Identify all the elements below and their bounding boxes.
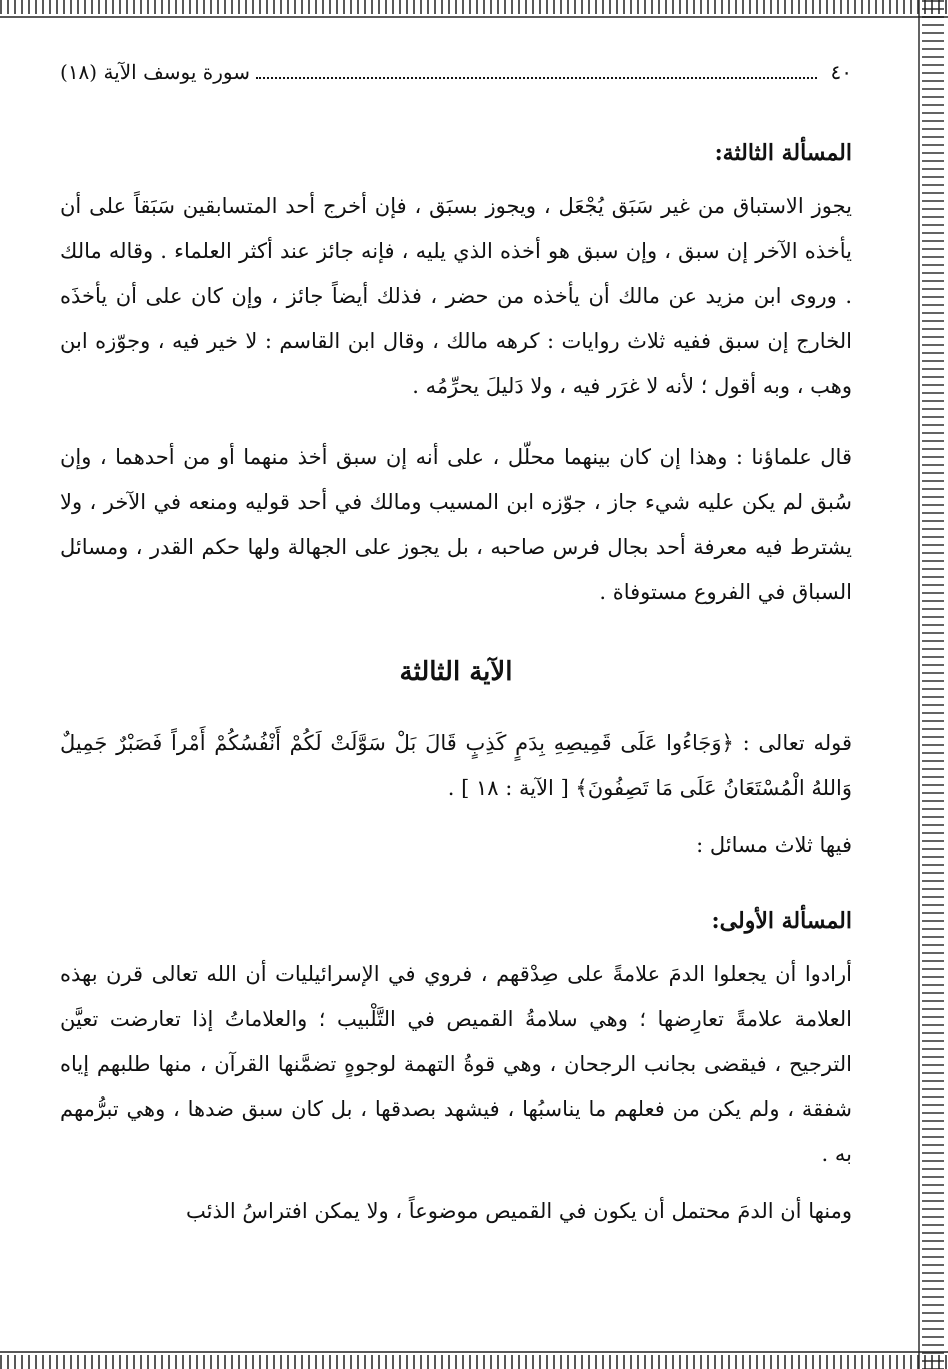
paragraph: ومنها أن الدمَ محتمل أن يكون في القميص موضوعاً ، ولا يمكن افتراسُ الذئب <box>185 1199 852 1223</box>
paragraph: يجوز الاستباق من غير سَبَق يُجْعَل ، ويجوز بسبَق ، فإن أخرج أحد المتسابقين سَبَقاً على أن يأخذه الآخر إن سبق ، وإن سبق هو أخذه الذي يليه ، فإنه جائز عند أكثر العلماء . وقاله مالك . وروى ابن مزيد عن مالك أن يأخذه من حضر ، فذلك أيضاً جائز ، وإن كان على أن يأخذَه الخارج إن سبق ففيه ثلاث روايات : كرهه مالك ، وقال ابن القاسم : لا خير فيه ، وجوّزه ابن وهب ، وبه أقول ؛ لأنه لا غرَر فيه ، ولا دَليلَ يحرِّمُه . <box>60 194 852 398</box>
page-content <box>60 60 852 1234</box>
paragraph: فيها ثلاث مسائل : <box>696 833 852 857</box>
running-header <box>60 60 852 100</box>
top-decorative-border <box>0 0 948 14</box>
paragraph: قال علماؤنا : وهذا إن كان بينهما محلّل ، على أنه إن سبق أخذ منهما أو من أحدهما ، وإن سُبق لم يكن عليه شيء جاز ، جوّزه ابن المسيب ومالك في أحد قوليه ومنعه في الآخر ، ولا يشترط فيه معرفة أحد بجال فرس صاحبه ، بل يجوز على الجهالة ولها حكم القدر ، ومسائل السباق في الفروع مستوفاة . <box>60 445 852 604</box>
ayah-heading: الآية الثالثة <box>399 657 513 687</box>
bottom-decorative-border <box>0 1355 948 1369</box>
paragraph: أرادوا أن يجعلوا الدمَ علامةً على صِدْقهم ، فروي في الإسرائيليات أن الله تعالى قرن بهذه العلامة علامةً تعارِضها ؛ وهي سلامةُ القميص في التَّلْبيب ؛ والعلاماتُ إذا تعارضت تعيَّن الترجيح ، فيقضى بجانب الرجحان ، وهي قوةُ التهمة لوجوهٍ تضمَّنها القرآن ، منها طلبهم إياه شفقة ، ولم يكن من فعلهم ما يناسبُها ، فيشهد بصدقها ، بل كان سبق ضدها ، وهي تبرُّمهم به . <box>60 962 852 1166</box>
page-number: ٤٠ <box>830 60 852 84</box>
right-decorative-border <box>922 0 944 1369</box>
quran-verse-paragraph: قوله تعالى : ﴿وَجَاءُوا عَلَى قَمِيصِهِ بِدَمٍ كَذِبٍ قَالَ بَلْ سَوَّلَتْ لَكُمْ أَنْفُسُكُمْ أَمْراً فَصَبْرٌ جَمِيلٌ وَاللهُ الْمُسْتَعَانُ عَلَى مَا تَصِفُونَ﴾ [ الآية : ١٨ ] . <box>60 731 852 800</box>
dotted-leader <box>256 77 817 79</box>
section-heading-masala-1: المسألة الأولى: <box>711 908 852 934</box>
section-heading-masala-3: المسألة الثالثة: <box>714 140 852 166</box>
running-title: سورة يوسف الآية (١٨) <box>60 60 251 84</box>
